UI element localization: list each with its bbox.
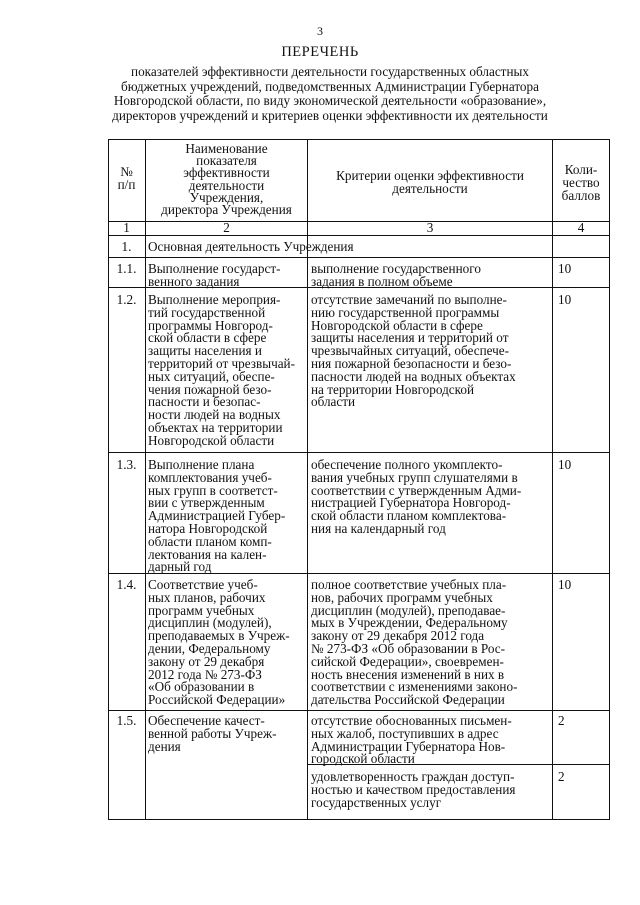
cell-line: дарный год: [148, 559, 212, 575]
cell-line: дении, Федеральному: [148, 640, 271, 656]
cell-line: ных планов, рабочих: [148, 589, 266, 605]
cell-line: Администрацией Губер-: [148, 508, 286, 524]
cell-line: тий государственной: [148, 304, 266, 320]
row-num: 1.4.: [116, 577, 137, 592]
table-column-divider: [145, 139, 146, 820]
cell-line: № 273-ФЗ «Об образовании в Рос-: [311, 640, 506, 656]
table-row-divider: [108, 710, 610, 711]
cell-line: обеспечение полного укомплекто-: [311, 457, 503, 472]
cell-line: ния пожарной безопасности и безо-: [311, 355, 512, 371]
cell-line: на территории Новгородской: [311, 381, 475, 397]
header-text: баллов: [561, 187, 601, 203]
cell-line: вии с утвержденным: [148, 495, 265, 511]
row-indicator-name: [148, 294, 295, 448]
row-num: 1.1.: [116, 261, 137, 276]
header-text: Критерии оценки эффективности: [336, 168, 524, 183]
cell-line: чрезвычайных ситуаций, обеспече-: [311, 343, 510, 359]
row-criteria: [311, 579, 517, 707]
subtitle-line: показателей эффективности деятельности государственных областных: [131, 64, 529, 79]
cell-line: ных жалоб, поступивших в адрес: [311, 725, 499, 741]
table-row-divider: [108, 235, 610, 236]
row-num: 1.3.: [116, 457, 137, 472]
cell-line: венной работы Учреж-: [148, 725, 277, 741]
cell-line: области: [311, 394, 356, 410]
row-points: 2: [558, 769, 565, 784]
table-border-right: [609, 139, 610, 820]
cell-line: соответствии с утвержденным Адми-: [311, 482, 522, 498]
row-points: 10: [558, 577, 572, 592]
header-text: деятельности: [392, 180, 468, 196]
row-indicator-name: [148, 263, 281, 289]
cell-line: ность внесения изменений в них в: [311, 666, 505, 682]
row-points: 2: [558, 713, 565, 728]
header-text: Учреждения,: [189, 189, 264, 205]
cell-line: натора Новгородской: [148, 520, 268, 536]
table-column-divider: [552, 139, 553, 820]
cell-line: Выполнение плана: [148, 457, 255, 472]
cell-line: дисциплин (модулей),: [148, 615, 272, 631]
subtitle-line: директоров учреждений и критериев оценки эффективности их деятельности: [112, 107, 548, 123]
header-text: деятельности: [188, 177, 265, 193]
row-num: 1.5.: [116, 713, 137, 728]
cell-line: соответствии с изменениями законо-: [311, 679, 518, 695]
row-criteria: [311, 459, 521, 536]
header-num: [108, 166, 145, 192]
cell-line: городской области: [311, 751, 415, 767]
cell-line: защиты населения и: [148, 343, 262, 359]
row-indicator-name: [148, 459, 285, 574]
column-number: 1: [123, 220, 130, 235]
cell-line: выполнение государственного: [311, 261, 481, 276]
row-points: 10: [558, 292, 572, 307]
cell-line: мых в Учреждении, Федеральному: [311, 615, 508, 631]
cell-line: нию государственной программы: [311, 304, 500, 320]
row-num: 1.2.: [116, 292, 137, 307]
column-number: 3: [426, 220, 434, 235]
cell-line: ных групп в соответст-: [148, 482, 278, 498]
cell-line: Выполнение мероприя-: [148, 292, 281, 307]
cell-line: комплектования учеб-: [148, 469, 272, 485]
row-criteria: [311, 263, 481, 289]
subtitle-line: бюджетных учреждений, подведомственных Администрации Губернатора: [121, 78, 539, 94]
cell-line: Обеспечение качест-: [148, 713, 265, 728]
section-title: Основная деятельность Учреждения: [148, 239, 354, 254]
cell-line: Администрации Губернатора Нов-: [311, 738, 506, 754]
cell-line: вания учебных групп слушателями в: [311, 469, 518, 485]
cell-line: закону от 29 декабря: [148, 653, 265, 669]
cell-line: Новгородской области в сфере: [311, 317, 483, 333]
cell-line: чения пожарной безо-: [148, 381, 272, 397]
cell-line: венного задания: [148, 273, 240, 289]
criteria-table: [108, 139, 610, 820]
header-criteria: [308, 170, 552, 196]
document-title: ПЕРЕЧЕНЬ: [281, 44, 359, 60]
cell-line: области планом комп-: [148, 533, 272, 549]
cell-line: ности людей на водных: [148, 407, 281, 423]
header-text: Коли-: [564, 162, 598, 177]
cell-line: полное соответствие учебных пла-: [311, 577, 507, 592]
cell-line: нистрацией Губернатора Новгород-: [311, 495, 511, 511]
header-text: эффективности: [183, 165, 270, 181]
row-criteria: [311, 771, 515, 809]
cell-line: программы Новгород-: [148, 317, 273, 333]
row-indicator-name: [148, 579, 290, 707]
cell-line: ных ситуаций, обеспе-: [148, 368, 275, 384]
cell-line: нов, рабочих программ учебных: [311, 589, 493, 605]
cell-line: объектах на территории: [148, 419, 283, 435]
cell-line: защиты населения и территорий от: [311, 330, 509, 346]
cell-line: Новгородской области: [148, 432, 275, 448]
cell-line: пасности и безопас-: [148, 394, 261, 410]
table-border-bottom: [108, 819, 610, 820]
header-name: [146, 143, 307, 216]
row-points: 10: [558, 457, 572, 472]
cell-line: государственных услуг: [311, 794, 442, 810]
page-number: 3: [317, 24, 323, 38]
header-text: №: [120, 164, 133, 179]
header-text: директора Учреждения: [161, 202, 292, 218]
cell-line: Выполнение государст-: [148, 261, 281, 276]
cell-line: Российской Федерации»: [148, 692, 286, 708]
section-num: 1.: [121, 239, 132, 254]
cell-line: «Об образовании в: [148, 679, 255, 695]
cell-line: преподаваемых в Учреж-: [148, 628, 290, 644]
table-border-top: [108, 139, 610, 140]
table-row-divider: [108, 452, 610, 453]
cell-line: ния на календарный год: [311, 520, 446, 536]
header-text: чество: [562, 174, 600, 190]
subtitle-line: Новгородской области, по виду экономической деятельности «образование»,: [113, 93, 547, 108]
column-number: 2: [223, 220, 230, 235]
row-indicator-name: [148, 715, 276, 753]
row-criteria: [311, 715, 512, 766]
cell-line: 2012 года № 273-ФЗ: [148, 666, 262, 682]
cell-line: дения: [148, 738, 181, 754]
header-text: Наименование: [185, 141, 268, 156]
cell-line: ской области планом комплектова-: [311, 508, 507, 524]
cell-line: территорий от чрезвычай-: [148, 355, 296, 371]
cell-line: отсутствие обоснованных письмен-: [311, 713, 512, 728]
cell-line: ской области в сфере: [148, 330, 267, 346]
header-text: показателя: [196, 153, 257, 169]
header-points: [553, 164, 609, 202]
cell-line: ностью и качеством предоставления: [311, 781, 516, 797]
document-subtitle: [100, 65, 560, 123]
table-row-divider: [108, 257, 610, 258]
header-text: п/п: [117, 176, 136, 192]
cell-line: сийской Федерации», своевремен-: [311, 653, 504, 669]
cell-line: дисциплин (модулей), преподавае-: [311, 602, 506, 618]
cell-line: дательства Российской Федерации: [311, 692, 505, 708]
cell-line: удовлетворенность граждан доступ-: [311, 769, 515, 784]
column-number: 4: [577, 220, 585, 235]
cell-line: закону от 29 декабря 2012 года: [311, 628, 485, 644]
cell-line: отсутствие замечаний по выполне-: [311, 292, 507, 307]
cell-line: Соответствие учеб-: [148, 577, 258, 592]
row-points: 10: [558, 261, 572, 276]
row-criteria: [311, 294, 516, 409]
cell-line: пасности людей на водных объектах: [311, 368, 516, 384]
cell-line: задания в полном объеме: [311, 273, 453, 289]
cell-line: программ учебных: [148, 602, 255, 618]
cell-line: лектования на кален-: [148, 546, 267, 562]
